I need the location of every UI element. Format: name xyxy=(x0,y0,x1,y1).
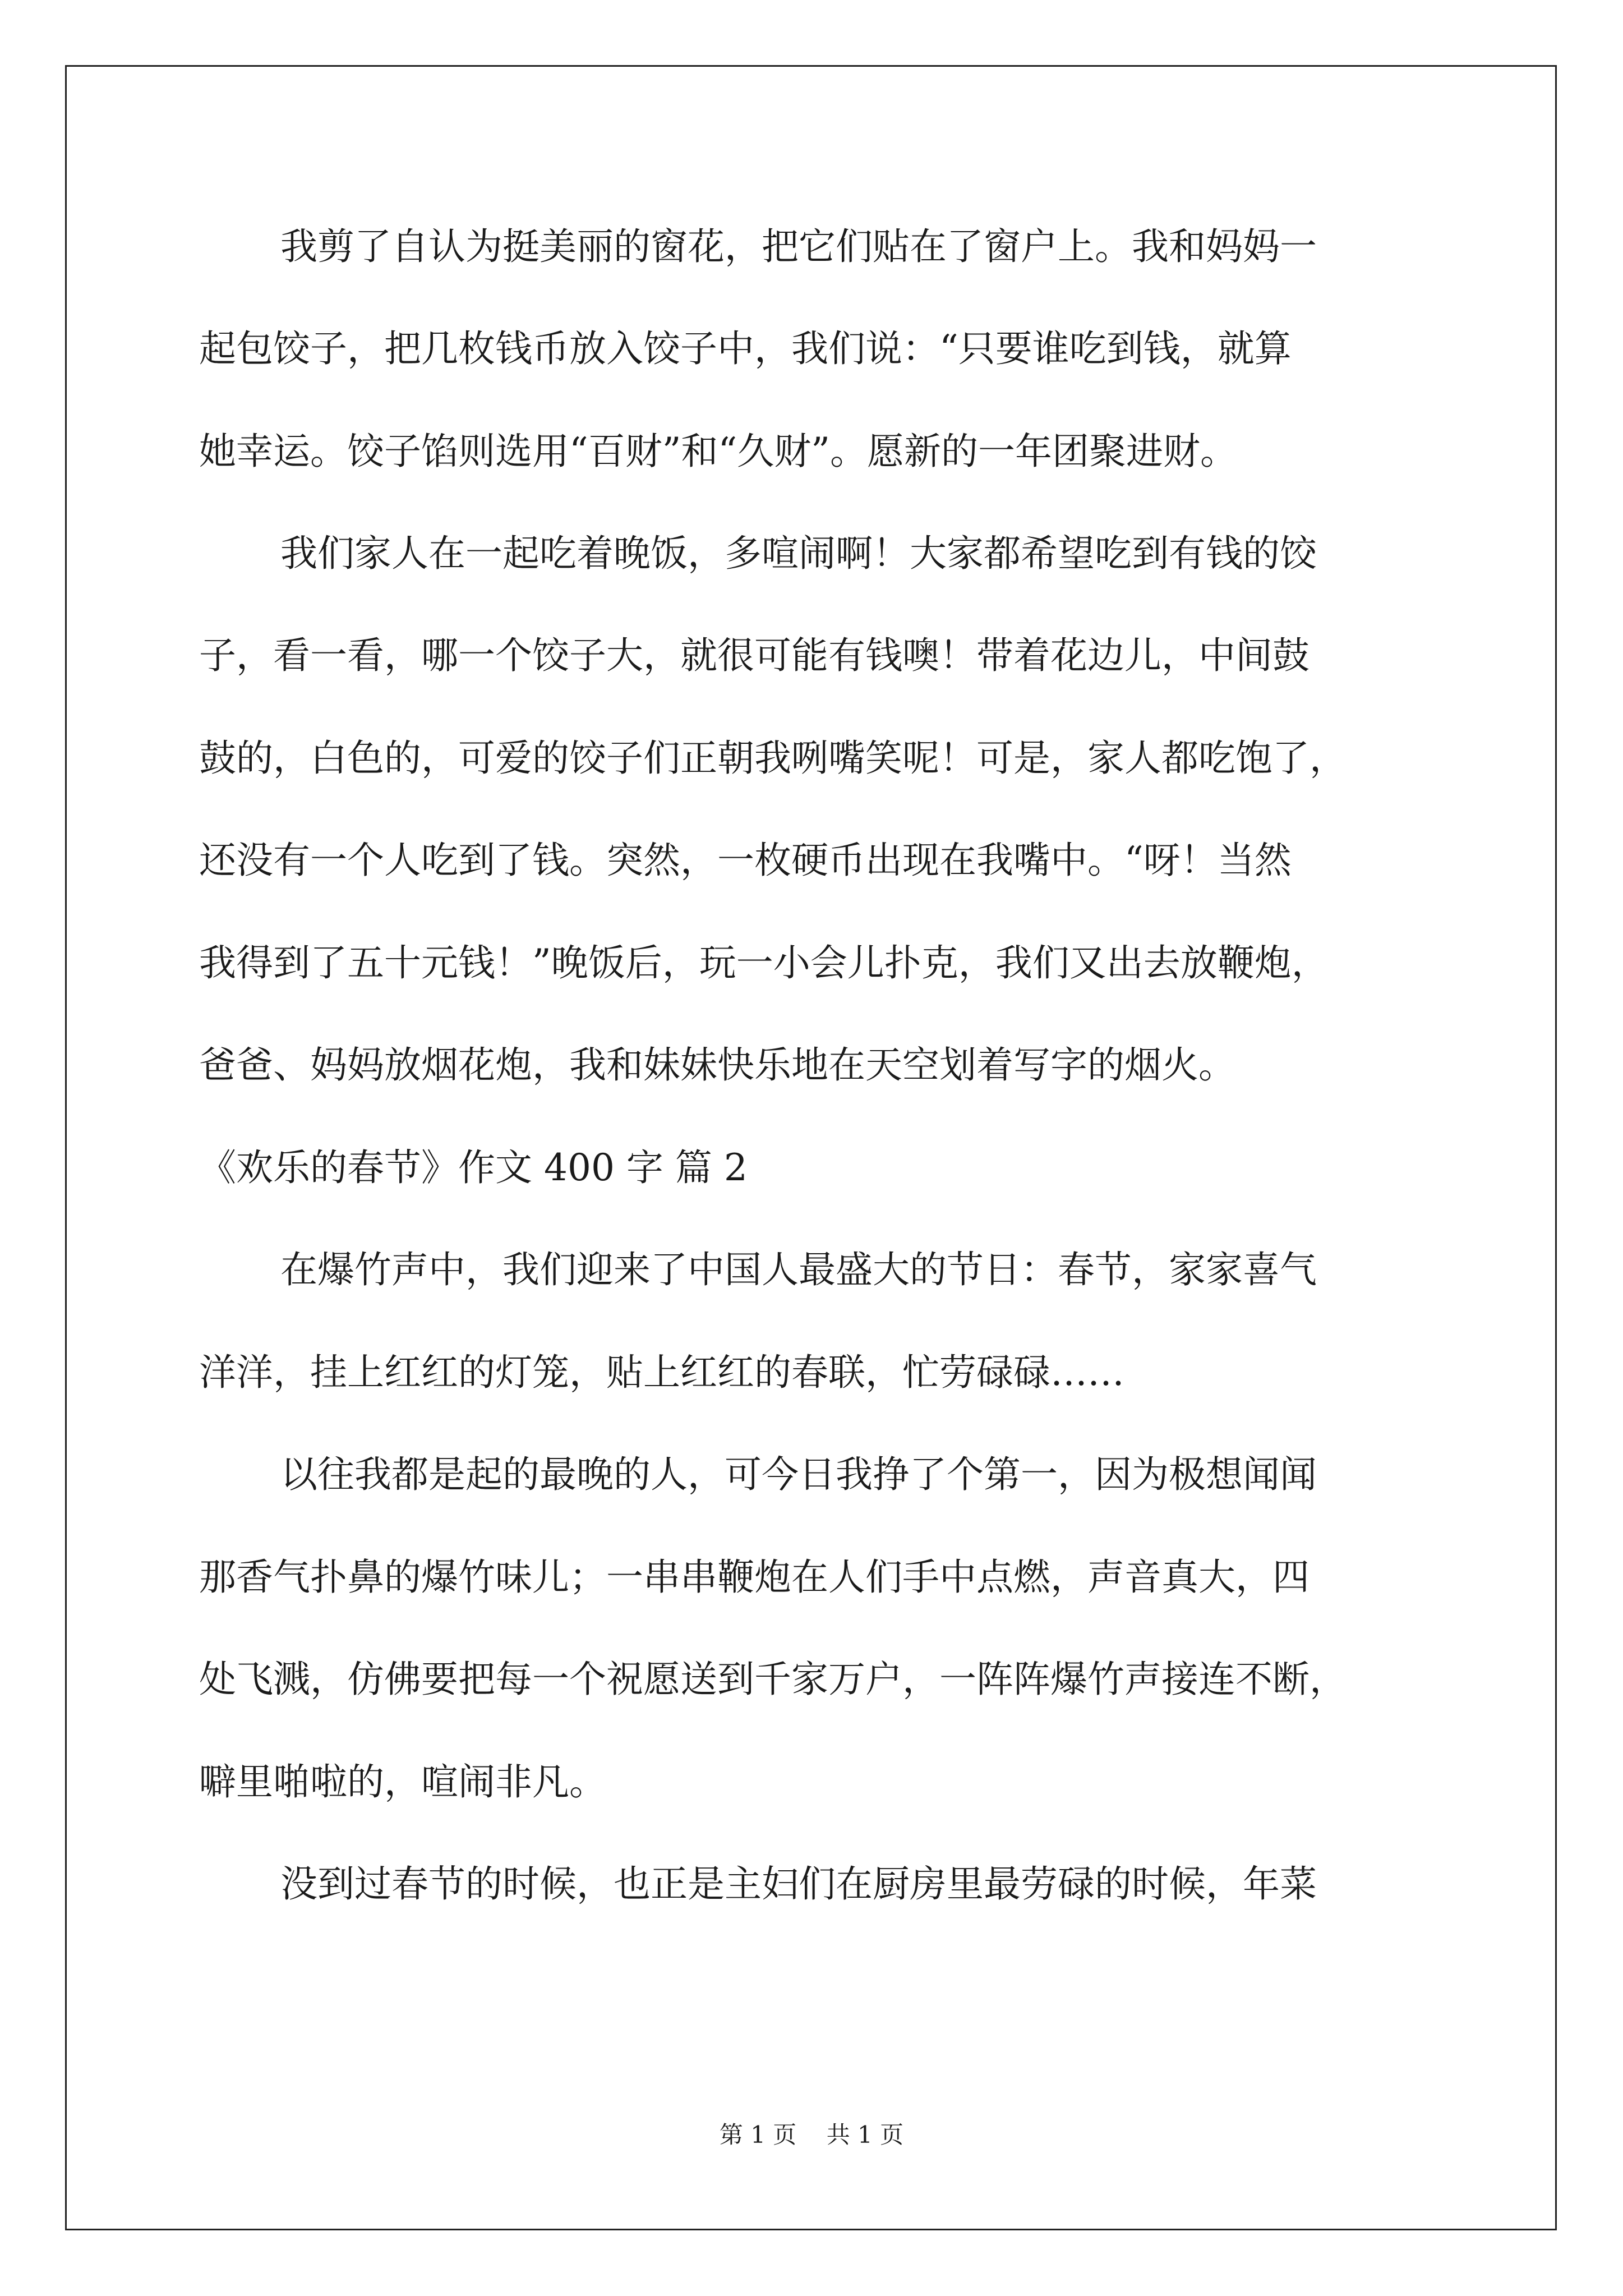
paragraph-1-line-3: 她幸运。饺子馅则选用“百财”和“久财”。愿新的一年团聚进财。 xyxy=(199,430,1237,473)
paragraph-4-line-1: 以往我都是起的最晚的人，可今日我挣了个第一，因为极想闻闻 xyxy=(280,1453,1317,1496)
section-heading: 《欢乐的春节》作文 400 字 篇 2 xyxy=(199,1146,748,1189)
paragraph-4-line-3: 处飞溅，仿佛要把每一个祝愿送到千家万户，一阵阵爆竹声接连不断， xyxy=(199,1658,1347,1701)
paragraph-2-line-1: 我们家人在一起吃着晚饭，多喧闹啊！大家都希望吃到有钱的饺 xyxy=(280,532,1317,575)
paragraph-4-line-4: 噼里啪啦的，喧闹非凡。 xyxy=(199,1760,606,1803)
paragraph-2-line-6: 爸爸、妈妈放烟花炮，我和妹妹快乐地在天空划着写字的烟火。 xyxy=(199,1043,1235,1087)
paragraph-1-line-1: 我剪了自认为挺美丽的窗花，把它们贴在了窗户上。我和妈妈一 xyxy=(280,225,1317,268)
paragraph-1-line-2: 起包饺子，把几枚钱币放入饺子中，我们说：“只要谁吃到钱，就算 xyxy=(199,327,1292,370)
paragraph-2-line-4: 还没有一个人吃到了钱。突然，一枚硬币出现在我嘴中。“呀！当然 xyxy=(199,839,1292,882)
paragraph-4-line-2: 那香气扑鼻的爆竹味儿；一串串鞭炮在人们手中点燃，声音真大，四 xyxy=(199,1556,1310,1599)
paragraph-2-line-5: 我得到了五十元钱！”晚饭后，玩一小会儿扑克，我们又出去放鞭炮， xyxy=(199,941,1329,984)
page-footer: 第 1 页 共 1 页 xyxy=(719,2121,904,2148)
paragraph-2-line-2: 子，看一看，哪一个饺子大，就很可能有钱噢！带着花边儿，中间鼓 xyxy=(199,634,1310,677)
paragraph-5-line-1: 没到过春节的时候，也正是主妇们在厨房里最劳碌的时候，年菜 xyxy=(280,1862,1317,1906)
paragraph-2-line-3: 鼓的，白色的，可爱的饺子们正朝我咧嘴笑呢！可是，家人都吃饱了， xyxy=(199,737,1347,780)
paragraph-3-line-2: 洋洋，挂上红红的灯笼，贴上红红的春联，忙劳碌碌…… xyxy=(199,1351,1124,1394)
paragraph-3-line-1: 在爆竹声中，我们迎来了中国人最盛大的节日：春节，家家喜气 xyxy=(280,1248,1317,1291)
